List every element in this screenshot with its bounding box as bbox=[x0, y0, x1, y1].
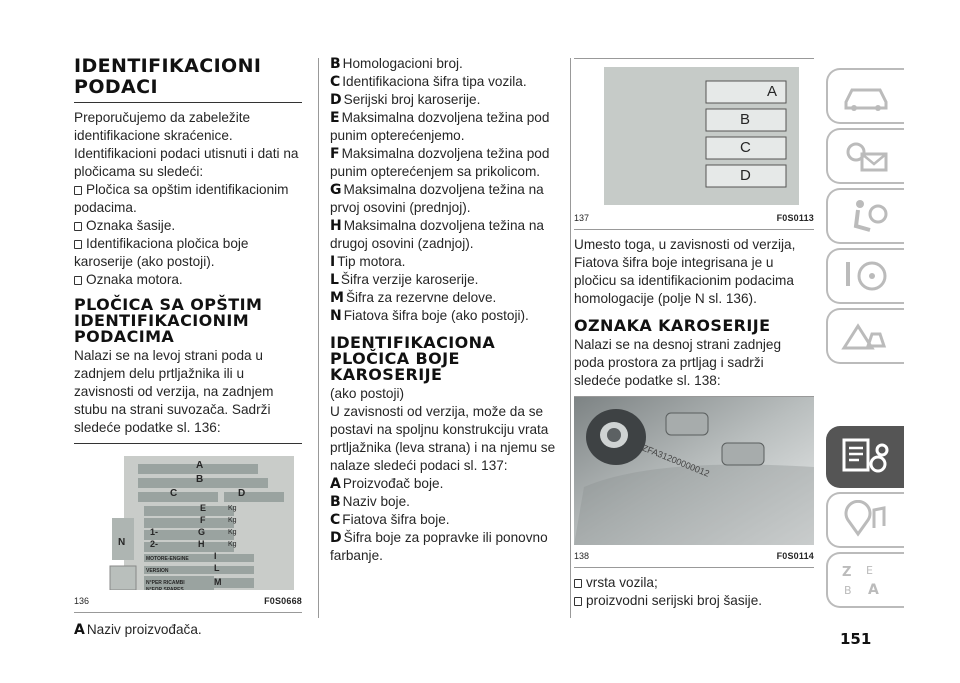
label-2: 2- bbox=[150, 539, 159, 549]
item-letter: C bbox=[330, 74, 341, 90]
list-item bbox=[330, 181, 556, 217]
list-item bbox=[330, 109, 556, 145]
list-item bbox=[330, 253, 556, 271]
svg-text:B: B bbox=[844, 584, 852, 597]
item-letter: B bbox=[330, 56, 341, 72]
bullet-1: Pločica sa opštim identifikacionim podacima. bbox=[74, 182, 289, 215]
color-plate-title: IDENTIFIKACIONA PLOČICA BOJE KAROSERIJE bbox=[330, 333, 496, 384]
item-letter: D bbox=[330, 92, 342, 108]
figure-code: F0S0114 bbox=[776, 551, 814, 561]
item-letter: C bbox=[330, 512, 341, 528]
figure-top-rule bbox=[74, 443, 302, 444]
figure-bottom-rule bbox=[74, 612, 302, 613]
label-I: I bbox=[214, 551, 217, 561]
label-B: B bbox=[740, 111, 751, 128]
item-text: Maksimalna dozvoljena težina na prvoj osovini (prednjoj). bbox=[330, 182, 544, 215]
list-item bbox=[330, 145, 556, 181]
bullet-serial-number: proizvodni serijski broj šasije. bbox=[574, 592, 814, 610]
item-letter: B bbox=[330, 494, 341, 510]
item-text: Fiatova šifra boje (ako postoji). bbox=[343, 308, 529, 323]
item-letter: E bbox=[330, 110, 340, 126]
title-rule bbox=[74, 102, 302, 103]
figure-137-bottom-rule bbox=[574, 229, 814, 230]
list-item bbox=[330, 307, 556, 325]
bullet-2: Oznaka šasije. bbox=[74, 217, 302, 235]
label-M: M bbox=[214, 577, 222, 587]
item-text: Maksimalna dozvoljena težina na drugoj osovini (zadnjoj). bbox=[330, 218, 544, 251]
item-letter: G bbox=[330, 182, 342, 198]
label-ricambi: N°PER RICAMBI bbox=[146, 580, 185, 586]
label-A: A bbox=[767, 83, 778, 100]
color-code-note: Umesto toga, u zavisnosti od verzija, Fiatova šifra boje integrisana je u pločicu sa identifikacionim podacima homologacije (polje N sl. 136). bbox=[574, 237, 796, 306]
body-marking-description: Nalazi se na desnoj strani zadnjeg poda prostora za prtljag i sadrži sledeće podatke sl. 138: bbox=[574, 337, 782, 388]
tab-index[interactable] bbox=[826, 552, 904, 608]
label-A: A bbox=[196, 460, 204, 471]
item-text: Maksimalna dozvoljena težina pod punim opterećenjemo. bbox=[330, 110, 550, 143]
label-kg-3: Kg bbox=[228, 529, 237, 536]
item-letter: N bbox=[330, 308, 342, 324]
figure-number: 136 bbox=[74, 596, 90, 606]
figure-number: 138 bbox=[574, 551, 590, 561]
item-text: Šifra za rezervne delove. bbox=[345, 290, 497, 305]
color-field-list bbox=[330, 475, 556, 565]
figure-code: F0S0668 bbox=[264, 596, 302, 606]
item-letter: M bbox=[330, 290, 344, 306]
list-item bbox=[330, 217, 556, 253]
list-item bbox=[330, 493, 556, 511]
page-number: 151 bbox=[840, 630, 872, 648]
label-C: C bbox=[740, 139, 751, 156]
navigation-music-icon bbox=[838, 500, 894, 540]
item-text: Šifra verzije karoserije. bbox=[340, 272, 479, 287]
list-item bbox=[330, 289, 556, 307]
tab-emergency[interactable] bbox=[826, 308, 904, 364]
item-letter: F bbox=[330, 146, 340, 162]
tab-warning-lights[interactable] bbox=[826, 128, 904, 184]
intro-text-2: Identifikacioni podaci utisnuti i dati na pločicama su sledeći: bbox=[74, 146, 299, 179]
item-text: Fiatova šifra boje. bbox=[342, 512, 450, 527]
label-G: G bbox=[198, 527, 206, 537]
bullet-3: Identifikaciona pločica boje karoserije (ako postoji). bbox=[74, 236, 249, 269]
svg-text:E: E bbox=[866, 564, 873, 577]
figure-138-caption bbox=[574, 547, 814, 565]
figure-138-bottom-rule bbox=[574, 567, 814, 568]
label-N: N bbox=[118, 537, 126, 548]
label-version: VERSION bbox=[146, 568, 169, 574]
tab-car-overview[interactable] bbox=[826, 68, 904, 124]
label-D: D bbox=[238, 488, 246, 499]
list-item bbox=[330, 529, 556, 565]
bullet-icon bbox=[574, 597, 582, 606]
bullet-icon bbox=[74, 240, 82, 249]
item-letter: L bbox=[330, 272, 339, 288]
label-B: B bbox=[196, 474, 204, 485]
bullet-vehicle-type: vrsta vozila; bbox=[574, 574, 814, 592]
figure-138 bbox=[574, 397, 814, 545]
label-F: F bbox=[200, 515, 206, 525]
list-item bbox=[330, 55, 556, 73]
identification-plate-illustration bbox=[74, 450, 302, 590]
label-1: 1- bbox=[150, 527, 159, 537]
list-item bbox=[330, 271, 556, 289]
manual-gear-icon bbox=[838, 434, 894, 478]
item-text: Identifikaciona šifra tipa vozila. bbox=[342, 74, 527, 89]
tab-starting-driving[interactable] bbox=[826, 248, 904, 304]
alphabet-index-icon bbox=[838, 560, 894, 600]
item-text: Naziv boje. bbox=[342, 494, 410, 509]
svg-text:A: A bbox=[868, 582, 879, 598]
item-text: Tip motora. bbox=[337, 254, 406, 269]
list-item bbox=[330, 73, 556, 91]
item-text: Proizvođač boje. bbox=[342, 476, 444, 491]
label-kg-2: Kg bbox=[228, 517, 237, 524]
label-D: D bbox=[740, 167, 751, 184]
plate-description: Nalazi se na levoj strani poda u zadnjem delu prtljažnika ili u zavisnosti od verzija, na zadnjem stubu na strani suvozača. Sadrži sledeće podatke sl. 136: bbox=[74, 348, 274, 435]
color-plate-description: U zavisnosti od verzija, može da se postavi na spoljnu konstrukciju vrata prtljažnika (leva strana) i na njemu se nalaze sledeći podaci sl. 137: bbox=[330, 404, 556, 473]
label-spares: N°FOR SPARES bbox=[146, 587, 184, 590]
bullet-icon bbox=[74, 222, 82, 231]
figure-137-caption bbox=[574, 209, 814, 227]
item-letter: A bbox=[330, 476, 341, 492]
plate-field-list bbox=[330, 55, 556, 325]
label-motore: MOTORE-ENGINE bbox=[146, 556, 189, 562]
chassis-number-stamp: ZFA31200000012 bbox=[640, 442, 711, 479]
item-letter: D bbox=[330, 530, 342, 546]
body-marking-title: OZNAKA KAROSERIJE bbox=[574, 316, 771, 335]
steering-key-icon bbox=[838, 256, 894, 296]
tab-multimedia[interactable] bbox=[826, 492, 904, 548]
figure-number: 137 bbox=[574, 213, 590, 223]
warning-mail-icon bbox=[838, 136, 894, 176]
bullet-4: Oznaka motora. bbox=[74, 271, 302, 289]
section-title: IDENTIFIKACIONI PODACI bbox=[74, 55, 262, 98]
label-C: C bbox=[170, 488, 178, 499]
airbag-seat-icon bbox=[838, 196, 894, 236]
figure-code: F0S0113 bbox=[776, 213, 814, 223]
figure-137 bbox=[574, 59, 814, 207]
figure-136-caption bbox=[74, 592, 302, 610]
item-text: Šifra boje za popravke ili ponovno farbanje. bbox=[330, 530, 548, 563]
color-plate-note: (ako postoji) bbox=[330, 386, 405, 401]
bullet-icon bbox=[574, 579, 582, 588]
tab-technical-data[interactable] bbox=[826, 426, 904, 488]
list-item bbox=[330, 91, 556, 109]
column-divider-1 bbox=[318, 58, 319, 618]
item-text: Serijski broj karoserije. bbox=[343, 92, 481, 107]
roadside-warning-icon bbox=[838, 316, 894, 356]
figure-136 bbox=[74, 450, 302, 590]
item-A: A Naziv proizvođača. bbox=[74, 622, 202, 638]
bullet-icon bbox=[74, 186, 82, 195]
column-3 bbox=[574, 58, 814, 610]
car-icon bbox=[838, 76, 894, 116]
label-kg-1: Kg bbox=[228, 505, 237, 512]
subsection-title: PLOČICA SA OPŠTIM IDENTIFIKACIONIM PODACIMA bbox=[74, 295, 263, 346]
list-item bbox=[330, 511, 556, 529]
item-letter: H bbox=[330, 218, 342, 234]
item-letter: I bbox=[330, 254, 336, 270]
color-plate-illustration bbox=[574, 59, 814, 207]
tab-safety[interactable] bbox=[826, 188, 904, 244]
label-L: L bbox=[214, 563, 220, 573]
label-kg-4: Kg bbox=[228, 541, 237, 548]
column-1 bbox=[74, 52, 302, 639]
intro-text: Preporučujemo da zabeležite identifikacione skraćenice. bbox=[74, 110, 251, 143]
item-text: Maksimalna dozvoljena težina pod punim opterećenjem sa prikolicom. bbox=[330, 146, 550, 179]
svg-text:Z: Z bbox=[842, 565, 852, 580]
label-H: H bbox=[198, 539, 205, 549]
item-text: Homologacioni broj. bbox=[342, 56, 463, 71]
column-2 bbox=[330, 55, 556, 565]
column-divider-2 bbox=[570, 58, 571, 618]
label-E: E bbox=[200, 503, 207, 513]
bullet-icon bbox=[74, 276, 82, 285]
list-item bbox=[330, 475, 556, 493]
